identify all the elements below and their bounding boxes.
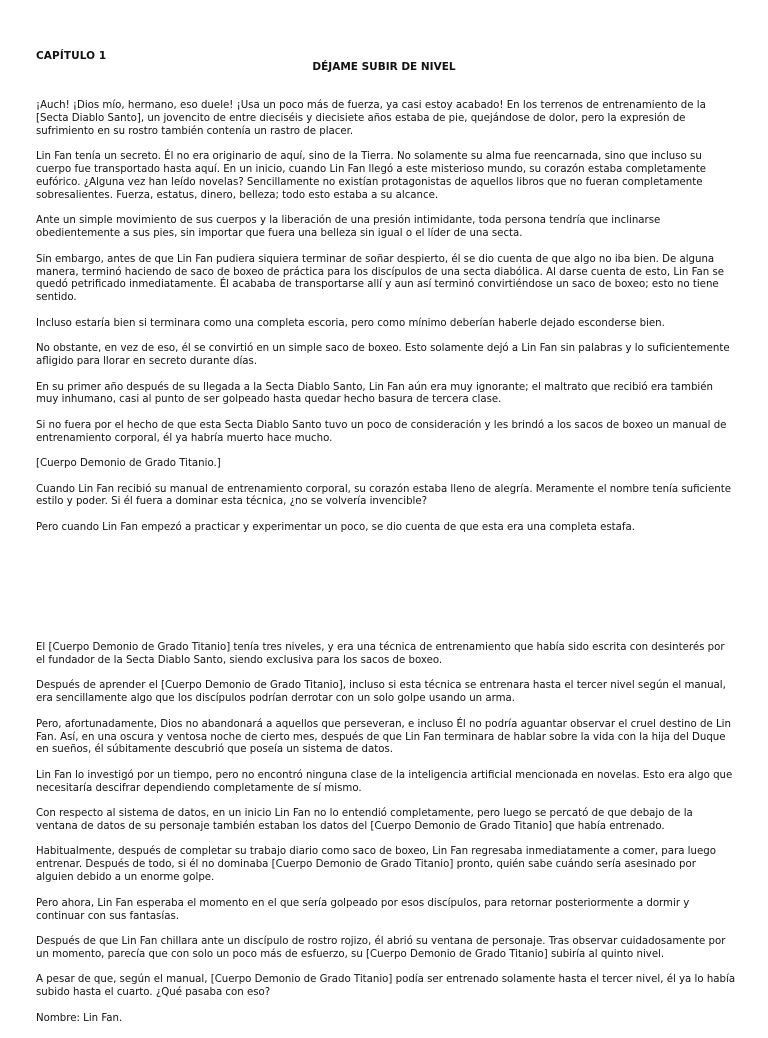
paragraph: Pero ahora, Lin Fan esperaba el momento en el que sería golpeado por esos discípulos, para retornar posteriormente a dormir y continuar con sus fantasías. bbox=[36, 897, 690, 922]
paragraph: Después de aprender el [Cuerpo Demonio de Grado Titanio], incluso si esta técnica se entrenara hasta el tercer nivel según el manual, era sencillamente algo que los discípulos podrían derrotar con un solo golpe usando un arma. bbox=[36, 680, 726, 705]
paragraph: Cuando Lin Fan recibió su manual de entrenamiento corporal, su corazón estaba lleno de alegría. Meramente el nombre tenía suficiente estilo y poder. Si él fuera a dominar esta técnica, ¿no se volvería invencible? bbox=[36, 483, 731, 508]
paragraph: No obstante, en vez de eso, él se convirtió en un simple saco de boxeo. Esto solamente dejó a Lin Fan sin palabras y lo suficientemente afligido para llorar en secreto durante días. bbox=[36, 343, 730, 368]
chapter-heading: CAPÍTULO 1 bbox=[36, 50, 107, 62]
paragraph: Después de que Lin Fan chillara ante un discípulo de rostro rojizo, él abrió su ventana de personaje. Tras observar cuidadosamente por un momento, parecía que con solo un poco más de esfuerzo, su [Cuerpo Demonio de Grado Titanio] subiría al quinto nivel. bbox=[36, 936, 726, 960]
paragraph: En su primer año después de su llegada a la Secta Diablo Santo, Lin Fan aún era muy ignorante; el maltrato que recibió era también muy inhumano, casi al punto de ser golpeado hasta quedar hecho basura de tercera clase. bbox=[36, 381, 713, 406]
paragraph: Pero, afortunadamente, Dios no abandonará a aquellos que perseveran, e incluso Él no podría aguantar observar el cruel destino de Lin Fan. Así, en una oscura y ventosa noche de cierto mes, después de que Lin Fan terminara de hablar sobre la vida con la hija del Duque en sueños, él súbitamente descubrió que poseía un sistema de datos. bbox=[36, 718, 731, 756]
paragraph: Habitualmente, después de completar su trabajo diario como saco de boxeo, Lin Fan regresaba inmediatamente a comer, para luego entrenar. Después de todo, si él no dominaba [Cuerpo Demonio de Grado Titanio] pronto, quién sabe cuándo sería asesinado por alguien debido a un enorme golpe. bbox=[36, 846, 716, 884]
paragraph: Incluso estaría bien si terminara como una completa escoria, pero como mínimo deberían haberle dejado esconderse bien. bbox=[36, 317, 665, 329]
paragraph: Sin embargo, antes de que Lin Fan pudiera siquiera terminar de soñar despierto, él se dio cuenta de que algo no iba bien. De alguna manera, terminó haciendo de saco de boxeo de práctica para los discípulos de una secta diabólica. Al darse cuenta de esto, Lin Fan se quedó petrificado inmediatamente. Él acababa de transportarse allí y aun así terminó convirtiéndose un saco de boxeo; esto no tiene sentido. bbox=[36, 253, 725, 304]
paragraph: A pesar de que, según el manual, [Cuerpo Demonio de Grado Titanio] podía ser entrenado solamente hasta el tercer nivel, él ya lo había subido hasta el cuarto. ¿Qué pasaba con eso? bbox=[36, 974, 736, 999]
paragraph: Ante un simple movimiento de sus cuerpos y la liberación de una presión intimidante, toda persona tendría que inclinarse obedientemente a sus pies, sin importar que fuera una belleza sin igual o el líder de una secta. bbox=[36, 215, 661, 240]
paragraph: [Cuerpo Demonio de Grado Titanio.] bbox=[36, 458, 221, 470]
text-section-2 bbox=[36, 642, 736, 1038]
paragraph: El [Cuerpo Demonio de Grado Titanio] tenía tres niveles, y era una técnica de entrenamiento que había sido escrita con desinterés por el fundador de la Secta Diablo Santo, siendo exclusiva para los sacos de boxeo. bbox=[36, 642, 725, 666]
text-section-1 bbox=[36, 100, 736, 547]
paragraph: Lin Fan lo investigó por un tiempo, pero no encontró ninguna clase de la inteligencia artificial mencionada en novelas. Esto era algo que necesitaría descifrar dependiendo completamente de sí mismo. bbox=[36, 769, 733, 794]
paragraph: Con respecto al sistema de datos, en un inicio Lin Fan no lo entendió completamente, pero luego se percató de que debajo de la ventana de datos de su personaje también estaban los datos del [Cuerpo Demonio de Grado Titanio] que había entrenado. bbox=[36, 808, 693, 833]
paragraph: Pero cuando Lin Fan empezó a practicar y experimentar un poco, se dio cuenta de que esta era una completa estafa. bbox=[36, 521, 635, 533]
paragraph: Lin Fan tenía un secreto. Él no era originario de aquí, sino de la Tierra. No solamente su alma fue reencarnada, sino que incluso su cuerpo fue transportado hasta aquí. En un inicio, cuando Lin Fan llegó a este misterioso mundo, su corazón estaba completamente eufórico. ¿Alguna vez han leído novelas? Sencillamente no existían protagonistas de aquellos libros que no fueran completamente sobresalientes. Fuerza, estatus, dinero, belleza; todo esto estaba a su alcance. bbox=[36, 151, 707, 201]
paragraph: Si no fuera por el hecho de que esta Secta Diablo Santo tuvo un poco de consideración y les brindó a los sacos de boxeo un manual de entrenamiento corporal, él ya habría muerto hace mucho. bbox=[36, 419, 727, 444]
paragraph: ¡Auch! ¡Dios mío, hermano, eso duele! ¡Usa un poco más de fuerza, ya casi estoy acabado! En los terrenos de entrenamiento de la [Secta Diablo Santo], un jovencito de entre dieciséis y diecisiete años estaba de pie, quejándose de dolor, pero la expresión de sufrimiento en su rostro también contenía un rastro de placer. bbox=[36, 100, 706, 137]
chapter-title: DÉJAME SUBIR DE NIVEL bbox=[312, 61, 456, 73]
paragraph: Nombre: Lin Fan. bbox=[36, 1012, 123, 1024]
